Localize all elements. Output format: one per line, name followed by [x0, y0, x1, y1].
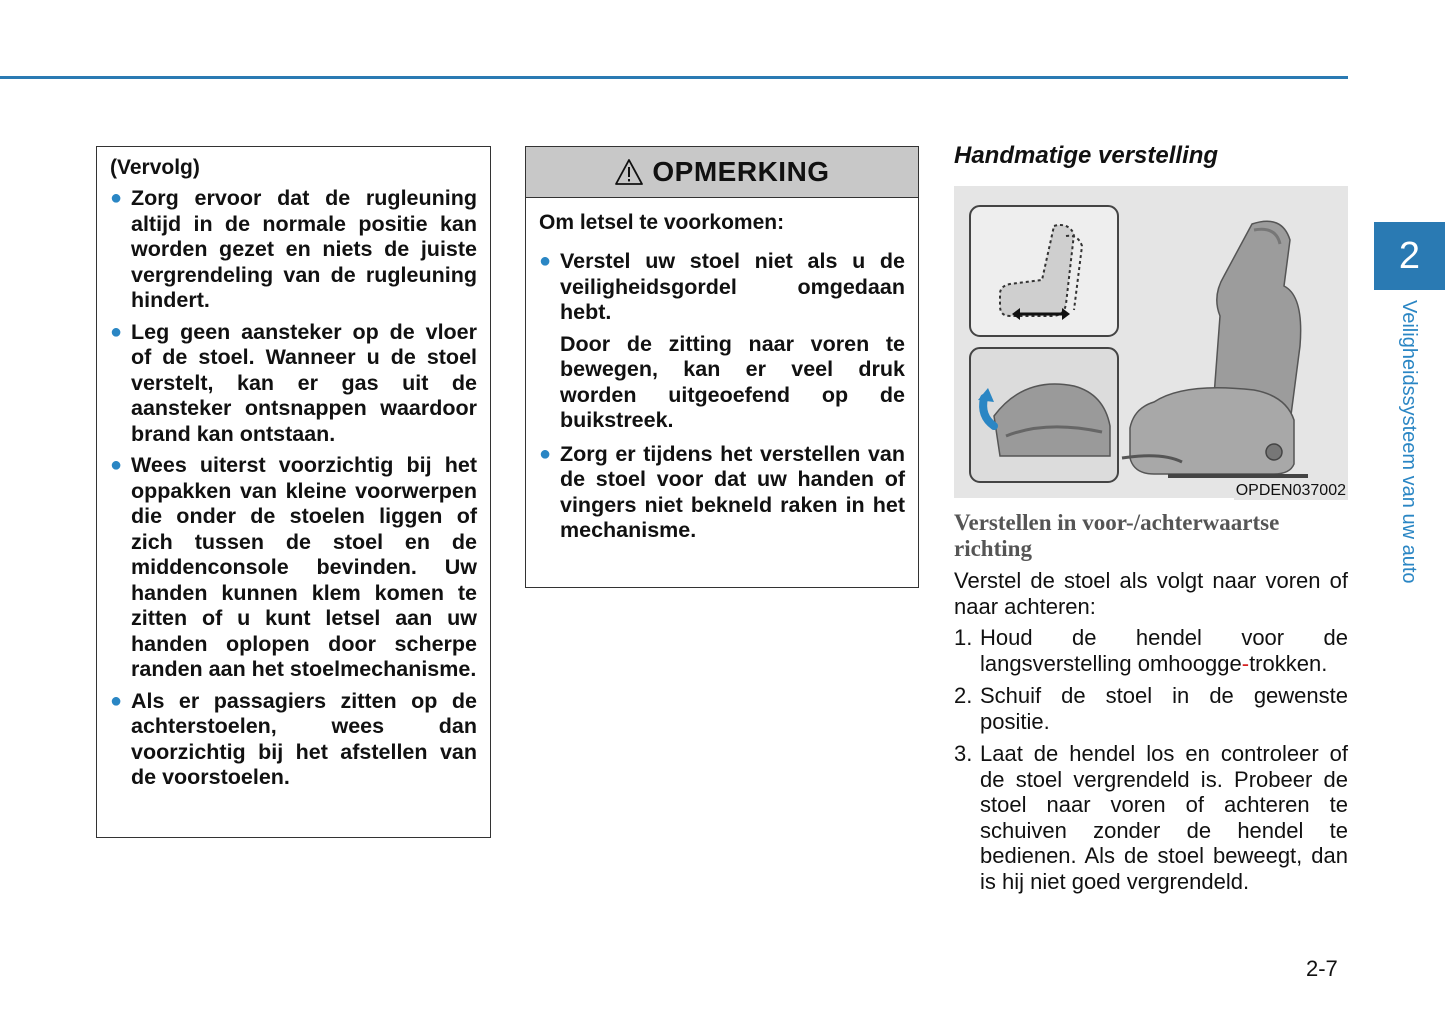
- warning-triangle-icon: [614, 158, 644, 186]
- intro-paragraph: Verstel de stoel als volgt naar voren of naar achteren:: [954, 568, 1348, 619]
- caution-continued-box: [96, 146, 491, 838]
- seat-illustration: [954, 186, 1348, 498]
- header-rule: [0, 76, 1348, 79]
- warning-list: [539, 249, 905, 326]
- list-item: ● Leg geen aansteker op de vloer of de stoel. Wanneer u de stoel verstelt, kan er gas uit de aansteker ontsnappen waardoor brand kan ontstaan.: [110, 319, 477, 446]
- bullet-icon: ●: [110, 454, 123, 476]
- list-item: 2. Schuif de stoel in de gewenste positie.: [954, 683, 1348, 734]
- list-item: 1. Houd de hendel voor de langsverstelling omhoogge-trokken.: [954, 625, 1348, 676]
- box-lead: (Vervolg): [110, 156, 200, 179]
- seat-adjustment-image: [954, 186, 1348, 498]
- list-item: ● Zorg er tijdens het verstellen van de stoel voor dat uw handen of vingers niet bekneld raken in het mechanisme.: [539, 441, 905, 542]
- list-item: ● Als er passagiers zitten op de achterstoelen, wees dan voorzichtig bij het afstellen van de voorstoelen.: [110, 688, 477, 789]
- chapter-label: Veiligheidssysteem van uw auto: [1398, 300, 1420, 584]
- caution-list: [110, 186, 477, 791]
- bullet-icon: ●: [110, 689, 123, 712]
- figure-code: OPDEN037002: [1235, 482, 1346, 499]
- chapter-number-tab: 2: [1374, 222, 1445, 290]
- warning-lead: Om letsel te voorkomen:: [539, 211, 785, 234]
- warning-title: OPMERKING: [652, 156, 830, 187]
- warning-box: [525, 146, 919, 588]
- bullet-icon: ●: [110, 187, 123, 209]
- subsection-title: Verstellen in voor-/achterwaartse richting: [954, 510, 1280, 561]
- warning-header: [526, 147, 918, 198]
- page-number: 2-7: [1306, 956, 1338, 981]
- list-item: 3. Laat de hendel los en controleer of de stoel vergrendeld is. Probeer de stoel naar voren of achteren te schuiven zonder de hendel te bedienen. Als de stoel beweegt, dan is hij niet goed vergrendeld.: [954, 741, 1348, 894]
- list-item: ● Verstel uw stoel niet als u de veiligheidsgordel omgedaan hebt.: [539, 249, 905, 324]
- bullet-icon: ●: [539, 250, 552, 272]
- list-item: ● Wees uiterst voorzichtig bij het oppakken van kleine voorwerpen die onder de stoelen liggen of zich tussen de stoel en de middenconsole bevinden. Uw handen kunnen klem komen te zitten of u kunt letsel aan uw handen oplopen door scherpe randen aan het stoelmechanisme.: [110, 453, 477, 681]
- section-title: Handmatige verstelling: [954, 142, 1219, 169]
- bullet-icon: ●: [539, 442, 552, 465]
- steps-list: [954, 625, 1348, 894]
- list-item: ● Zorg ervoor dat de rugleuning altijd in de normale positie kan worden gezet en niets de juiste vergrendeling van de rugleuning hindert.: [110, 186, 477, 312]
- bullet-icon: ●: [110, 320, 123, 343]
- warning-list: [539, 442, 905, 544]
- right-column: [954, 140, 1348, 901]
- warning-paragraph: Door de zitting naar voren te bewegen, kan er veel druk worden uitgeoefend op de buikstreek.: [560, 331, 905, 432]
